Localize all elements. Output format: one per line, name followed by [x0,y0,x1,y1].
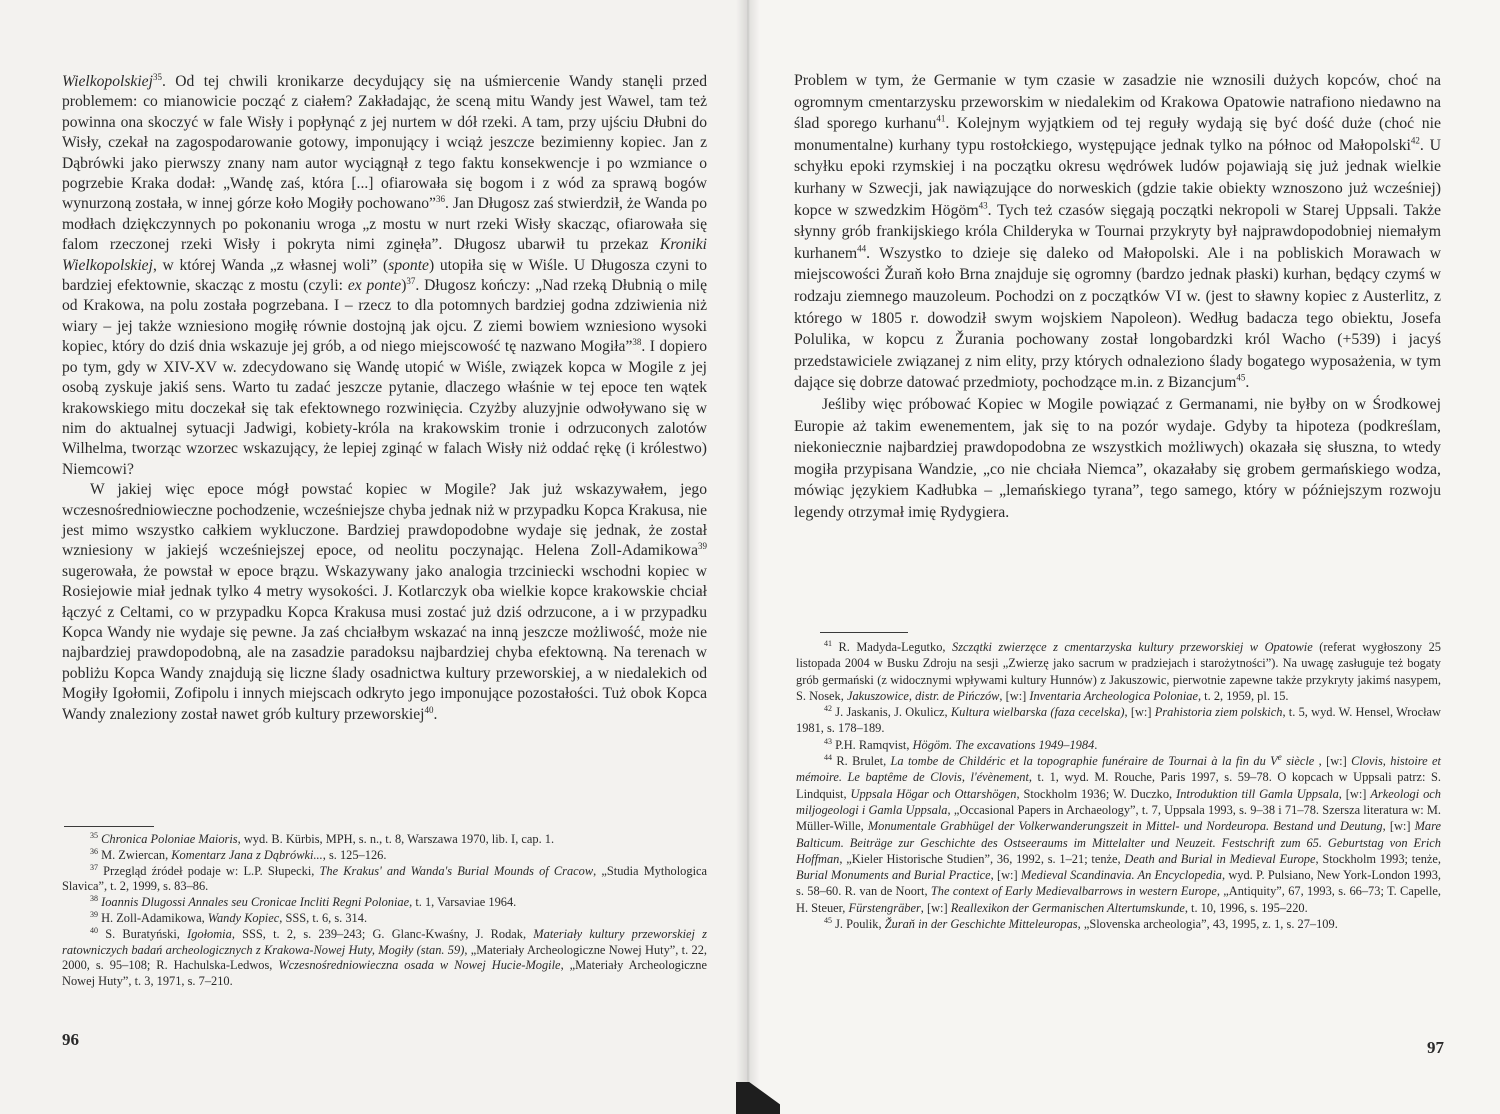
footnote-number: 38 [90,894,98,904]
footnote-text: P.H. Ramqvist, Högöm. The excavations 1949–1984. [832,737,1098,752]
footnote-text: R. Brulet, La tombe de Childéric et la topographie funéraire de Tournai à la fin du Ve siècle , [w:] Clovis, histoire et mémoire. Le baptême de Clovis, l'évènement, t. 1, wyd. M. Rouche, Paris 1997, s. 59–78. O kopcach w Uppsali patrz: S. Lindquist, Uppsala Högar och Ottarshögen, Stockholm 1936; W. Duczko, Introduktion till Gamla Uppsala, [w:] Arkeologi och miljogeologi i Gamla Uppsala, „Occasional Papers in Archaeology”, t. 7, Uppsala 1993, s. 9–38 i 71–78. Szersza literatura w: M. Müller-Wille, Monumentale Grabhügel der Volkerwanderungszeit in Mittel- und Nordeuropa. Bestand und Deutung, [w:] Mare Balticum. Beiträge zur Geschichte des Ostseeraums im Mittelalter und Neuzeit. Festschrift zum 65. Geburtstag von Erich Hoffman, „Kieler Historische Studien”, 36, 1992, s. 1–21; tenże, Death and Burial in Medieval Europe, Stockholm 1993; tenże, Burial Monuments and Burial Practice, [w:] Medieval Scandinavia. An Encyclopedia, wyd. P. Pulsiano, New York-London 1993, s. 58–60. R. van de Noort, The context of Early Medievalbarrows in western Europe, „Antiquity”, 67, 1993, s. 66–73; T. Capelle, H. Steuer, Fürstengräber, [w:] Reallexikon der Germanischen Altertumskunde, t. 10, 1996, s. 195–220. [796,751,1442,915]
right-page-number: 97 [1427,1038,1444,1057]
footnote-text: Ioannis Dlugossi Annales seu Cronicae Incliti Regni Poloniae, t. 1, Varsaviae 1964. [101,895,517,910]
footnote-text: R. Madyda-Legutko, Szczątki zwierzęce z cmentarzyska kultury przeworskiej w Opatowie (referat wygłoszony 25 listopada 2004 w Busku Zdroju na sesji „Zwierzę jako sacrum w pradziejach i starożytności”). Na uwagę zasługuje też bogaty grób germański (z widocznymi wpływami kultury Hunnów) z Jakuszowic, pierwotnie zapewne także przykryty jakimś nasypem, S. Nosek, Jakuszowice, distr. de Pińczów, [w:] Inventaria Archeologica Poloniae, t. 2, 1959, pl. 15. [796,640,1441,703]
left-page-number: 96 [62,1030,79,1049]
left-footnote-rule [64,826,154,827]
body-paragraph: W jakiej więc epoce mógł powstać kopiec w Mogile? Jak już wskazywałem, jego wczesnośredniowieczne pochodzenie, wcześniejsze chyba jednak niż w przypadku Kopca Krakusa, nie jest mimo wszystko całkiem wykluczone. Bardziej prawdopodobne wydaje się jednak, że został wzniesiony w jakiejś wcześniejszej epoce, od neolitu poczynając. Helena Zoll-Adamikowa$^{39}$ sugerowała, że powstał w epoce brązu. Wskazywany jako analogia trzciniecki wschodni kopiec w Rosiejowie miał jednak tylko 4 metry wysokości. J. Kotlarczyk oba wielkie kopce krakowskie chciał łączyć z Celtami, co w przypadku Kopca Krakusa musi zostać już dziś odrzucone, a i w przypadku Kopca Wandy nie wydaje się pewne. Ja zaś chciałbym wskazać na inną jeszcze możliwość, może nie najbardziej prawdopodobną, ale na zasadzie paradoksu najbardziej chyba efektowną. Na terenach w pobliżu Kopca Wandy znajdują się liczne ślady osadnictwa kultury przeworskiej, a w niedalekich od Mogiły Igołomii, Zofipolu i innych miejscach odkryto jego imponujące pozostałości. Tuż obok Kopca Wandy znaleziony został nawet grób kultury przeworskiej$^{40}$. [62,481,707,723]
footnote-text: M. Zwiercan, Komentarz Jana z Dąbrówki..., s. 125–126. [98,847,387,862]
left-footnotes [62,832,707,990]
footnote-number: 35 [90,830,98,840]
footnote [62,864,707,896]
footnote [796,737,1441,753]
right-footnote-rule [820,632,908,633]
footnote-number: 40 [90,925,98,935]
footnote [62,895,707,911]
footnote-text: H. Zoll-Adamikowa, Wandy Kopiec, SSS, t. 6, s. 314. [98,910,368,925]
footnote [62,911,707,927]
footnote [62,927,707,990]
footnote [796,753,1441,916]
footnote-text: Przegląd źródeł podaje w: L.P. Słupecki, The Krakus' and Wanda's Burial Mounds of Cracow, „Studia Mythologica Slavica”, t. 2, 1999, s. 83–86. [62,863,708,894]
footnote-text: J. Jaskanis, J. Okulicz, Kultura wielbarska (faza cecelska), [w:] Prahistoria ziem polskich, t. 5, wyd. W. Hensel, Wrocław 1981, s. 178–189. [796,705,1442,736]
footnote [796,639,1441,704]
footnote-number: 36 [90,846,98,856]
footnote-number: 41 [824,638,832,648]
footnote-number: 39 [90,909,98,919]
footnote-number: 37 [90,862,98,872]
footnote-number: 43 [824,736,832,746]
footnote [796,704,1441,737]
footnote-text: J. Poulik, Žuraň in der Geschichte Mitteleuropas, „Slovenska archeologia”, 43, 1995, z. 1, s. 27–109. [832,917,1338,932]
right-body-text [794,70,1441,523]
right-page [748,0,1500,1114]
footnote-number: 42 [824,704,832,714]
footnote [62,832,707,848]
body-paragraph: Wielkopolskiej$^{35}$. Od tej chwili kronikarze decydujący się na uśmiercenie Wandy stanęli przed problemem: co mianowicie począć z ciałem? Zakładając, że sceną mitu Wandy jest Wawel, tam też powinna ona skoczyć w fale Wisły i popłynąć z jej nurtem w dół rzeki. A tam, przy ujściu Dłubni do Wisły, czekał na zagospodarowanie gotowy, imponujący i wciąż jeszcze bezimienny kopiec. Jan z Dąbrówki jako pierwszy znany nam autor wyciągnął z tego faktu konsekwencje i po wzmiance o pogrzebie Kraka dodał: „Wandę zaś, która [...] ofiarowała się bogom i z wód za sprawą bogów wynurzoną została, w innej górze koło Mogiły pochowano”$^{36}$. Jan Długosz zaś stwierdził, że Wanda po modłach dziękczynnych po pokonaniu wroga „z mostu w nurt rzeki Wisły skacząc, ofiarowała się falom rzeczonej rzeki Wisły i pokryta nimi zginęła”. Długosz ubarwił tu przekaz Kroniki Wielkopolskiej, w której Wanda „z własnej woli” (sponte) utopiła się w Wiśle. U Długosza czyni to bardziej efektownie, skacząc z mostu (czyli: ex ponte)$^{37}$. Długosz kończy: „Nad rzeką Dłubnią o milę od Krakowa, na polu została pogrzebana. I – rzecz to dla potomnych bardziej godna zdziwienia niż wiary – jej także wzniesiono mogiłę równie dostojną jak ojcu. Z ziemi bowiem wzniesiono wysoki kopiec, który do dziś dnia wskazuje jej grób, a od niego miejscowość tę nazwano Mogiła”$^{38}$. I dopiero po tym, gdy w XIV-XV w. zdecydowano się Wandę utopić w Wiśle, związek kopca w Mogile z jej osobą zyskuje jakiś sens. Warto tu zadać jeszcze pytanie, dlaczego właśnie w tej epoce ten wątek krakowskiego mitu doczekał się tak efektownego rozwinięcia. Czyżby aluzyjnie odwoływano się w nim do aktualnej sytuacji Jadwigi, kobiety-króla na krakowskim tronie i odrzuconych zalotów Wilhelma, tworząc wzorzec wskazujący, że lepiej zginąć w falach Wisły niż oddać rękę (i królestwo) Niemcowi? [62,71,707,478]
left-page [0,0,748,1114]
book-gutter-shadow [736,0,760,1114]
footnote [62,848,707,864]
right-footnotes [796,639,1441,932]
footnote-text: Chronica Poloniae Maioris, wyd. B. Kürbis, MPH, s. n., t. 8, Warszawa 1970, lib. I, cap. 1. [101,832,555,846]
footnote-number: 45 [824,915,832,925]
left-body-text [62,72,707,725]
footnote-text: S. Buratyński, Igołomia, SSS, t. 2, s. 239–243; G. Glanc-Kwaśny, J. Rodak, Materiały kultury przeworskiej z ratowniczych badań archeologicznych z Krakowa-Nowej Huty, Mogiły (stan. 59), „Materiały Archeologiczne Nowej Huty”, t. 22, 2000, s. 95–108; R. Hachulska-Ledwos, Wczesnośredniowieczna osada w Nowej Hucie-Mogile, „Materiały Archeologiczne Nowej Huty”, t. 3, 1971, s. 7–210. [62,926,708,989]
footnote [796,916,1441,932]
footnote-number: 44 [824,752,832,762]
body-paragraph: Problem w tym, że Germanie w tym czasie w zasadzie nie wznosili dużych kopców, choć na ogromnym cmentarzysku przeworskim w niedalekim od Krakowa Opatowie natrafiono niedawno na ślad sporego kurhanu$^{41}$. Kolejnym wyjątkiem od tej reguły wydają się być dość duże (choć nie monumentalne) kurhany typu rostołckiego, występujące jednak tylko na północ od Małopolski$^{42}$. U schyłku epoki rzymskiej i na początku okresu wędrówek ludów pojawiają się już jednak wielkie kurhany w Szwecji, jak nawiązujące do norweskich (gdzie takie obiekty wznoszono już wcześniej) kopce w szwedzkim Högöm$^{43}$. Tych też czasów sięgają początki nekropoli w Starej Uppsali. Także słynny grób frankijskiego króla Childeryka w Tournai przykryty był najprawdopodobniej niemałym kurhanem$^{44}$. Wszystko to dzieje się daleko od Małopolski. Ale i na pobliskich Morawach w miejscowości Žuraň koło Brna znajduje się ogromny (bardzo jednak płaski) kurhan, będący czymś w rodzaju ziemnego mauzoleum. Pochodzi on z początków VI w. (jest to sławny kopiec z Austerlitz, z którego w 1805 r. dowodził swym wojskiem Napoleon). Według badacza tego obiektu, Josefa Polulika, w kopcu z Žurania pochowany został longobardzki król Wacho (+539) i jacyś przedstawiciele związanej z nim elity, przy których odnaleziono ślady bogatego wyposażenia, w tym dające się dobrze datować przedmioty, pochodzące m.in. z Bizancjum$^{45}$. [794,72,1442,392]
body-paragraph: Jeśliby więc próbować Kopiec w Mogile powiązać z Germanami, nie byłby on w Środkowej Europie aż takim ewenementem, jak się to na pozór wydaje. Gdyby ta hipoteza (podkreślam, niekoniecznie najbardziej prawdopodobna ze wszystkich możliwych) okazała się słuszna, to wtedy mogiła przypisana Wandzie, „co nie chciała Niemca”, okazałaby się grobem germańskiego wodza, mówiąc językiem Kadłubka – „lemańskiego tyrana”, tego samego, który w późniejszym rozwoju legendy otrzymał imię Rydygiera. [794,395,1441,521]
